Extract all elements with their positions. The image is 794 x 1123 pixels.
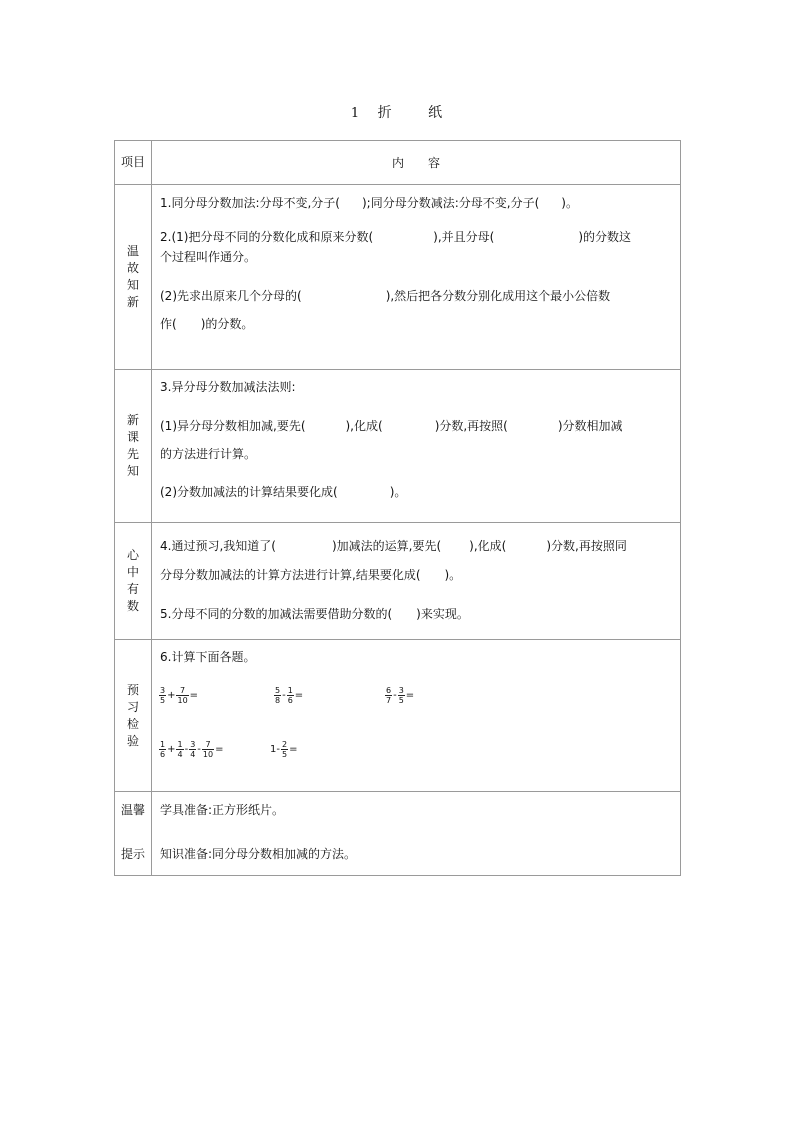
- question-3: 3.异分母分数加减法法则:: [160, 380, 296, 394]
- numerator: 7: [202, 740, 214, 750]
- question-3-1: (1)异分母分数相加减,要先( ),化成( )分数,再按照( )分数相加减 的方法进行计算。: [160, 419, 623, 461]
- section-check: [115, 640, 681, 792]
- denominator: 6: [287, 696, 293, 705]
- denominator: 8: [275, 696, 281, 705]
- numerator: 2: [281, 740, 288, 749]
- title-word-2: 纸: [428, 105, 444, 121]
- section-new-lesson: [115, 370, 681, 523]
- tip-tools: 学具准备:正方形纸片。: [160, 803, 285, 817]
- numerator: 7: [176, 686, 188, 696]
- operator: -: [197, 743, 201, 755]
- numerator: 6: [386, 686, 392, 695]
- numerator: 3: [190, 740, 196, 749]
- calc-problem: [273, 686, 303, 705]
- operator: -: [393, 689, 397, 701]
- header-content: 内 容: [152, 141, 681, 185]
- section-label-check: 预 习 检 验: [115, 640, 152, 792]
- header-item: 项目: [115, 141, 152, 185]
- fraction: [274, 686, 281, 705]
- operator: -: [282, 689, 286, 701]
- section-label-new-lesson: 新 课 先 知: [115, 370, 152, 523]
- operator: =: [215, 743, 224, 755]
- fraction: [281, 740, 288, 759]
- section-mind: [115, 523, 681, 640]
- operator: +: [167, 689, 176, 701]
- calc-problem: [158, 686, 198, 705]
- denominator: 5: [281, 750, 288, 759]
- denominator: 10: [177, 696, 188, 705]
- numerator: 3: [398, 686, 404, 695]
- question-4: 4.通过预习,我知道了( )加减法的运算,要先( ),化成( )分数,再按照同 分母分数加减法的计算方法进行计算,结果要化成( )。: [160, 539, 627, 582]
- denominator: 10: [202, 750, 214, 759]
- question-2-2: (2)先求出原来几个分母的( ),然后把各分数分别化成用这个最小公倍数 作( )的分数。: [160, 289, 611, 331]
- fraction: [159, 740, 166, 759]
- preview-table: [114, 140, 681, 876]
- section-label-review: 温 故 知 新: [115, 185, 152, 370]
- denominator: 6: [160, 750, 166, 759]
- fraction: [385, 686, 392, 705]
- operator: =: [189, 689, 199, 701]
- numerator: 5: [275, 686, 281, 695]
- operator: -: [184, 743, 189, 755]
- calc-problem: [384, 686, 414, 705]
- operator: =: [294, 689, 304, 701]
- section-label-mind: 心 中 有 数: [115, 523, 152, 640]
- section-review: [115, 185, 681, 370]
- question-3-2: (2)分数加减法的计算结果要化成( )。: [160, 485, 407, 499]
- header-row: [115, 141, 681, 185]
- section-tips: [115, 792, 681, 876]
- denominator: 5: [160, 696, 166, 705]
- fraction: [176, 686, 188, 705]
- operator: 1-: [270, 743, 280, 755]
- operator: =: [405, 689, 415, 701]
- operator: +: [167, 743, 176, 755]
- denominator: 7: [386, 696, 392, 705]
- fraction: [159, 686, 166, 705]
- fraction: [176, 740, 183, 759]
- fraction: [202, 740, 214, 759]
- numerator: 1: [177, 740, 183, 749]
- question-1: 1.同分母分数加法:分母不变,分子( );同分母分数减法:分母不变,分子( )。: [160, 196, 578, 210]
- numerator: 3: [160, 686, 166, 695]
- calc-problem: [270, 740, 297, 759]
- denominator: 4: [190, 750, 196, 759]
- denominator: 4: [177, 750, 183, 759]
- denominator: 5: [398, 696, 404, 705]
- tip-knowledge: 知识准备:同分母分数相加减的方法。: [160, 847, 357, 861]
- fraction: [398, 686, 405, 705]
- fraction: [287, 686, 294, 705]
- page-title: [0, 102, 794, 122]
- question-5: 5.分母不同的分数的加减法需要借助分数的( )来实现。: [160, 607, 469, 621]
- numerator: 1: [160, 740, 166, 749]
- question-2-1: 2.(1)把分母不同的分数化成和原来分数( ),并且分母( )的分数这 个过程叫作通分。: [160, 230, 632, 264]
- section-label-tips: 温馨 提示: [115, 792, 152, 876]
- fraction: [189, 740, 196, 759]
- title-word-1: 折: [377, 105, 393, 121]
- numerator: 1: [287, 686, 293, 695]
- question-6: 6.计算下面各题。: [160, 650, 256, 664]
- calc-problem: [158, 740, 223, 759]
- operator: =: [289, 743, 298, 755]
- lesson-number: 1: [350, 106, 361, 121]
